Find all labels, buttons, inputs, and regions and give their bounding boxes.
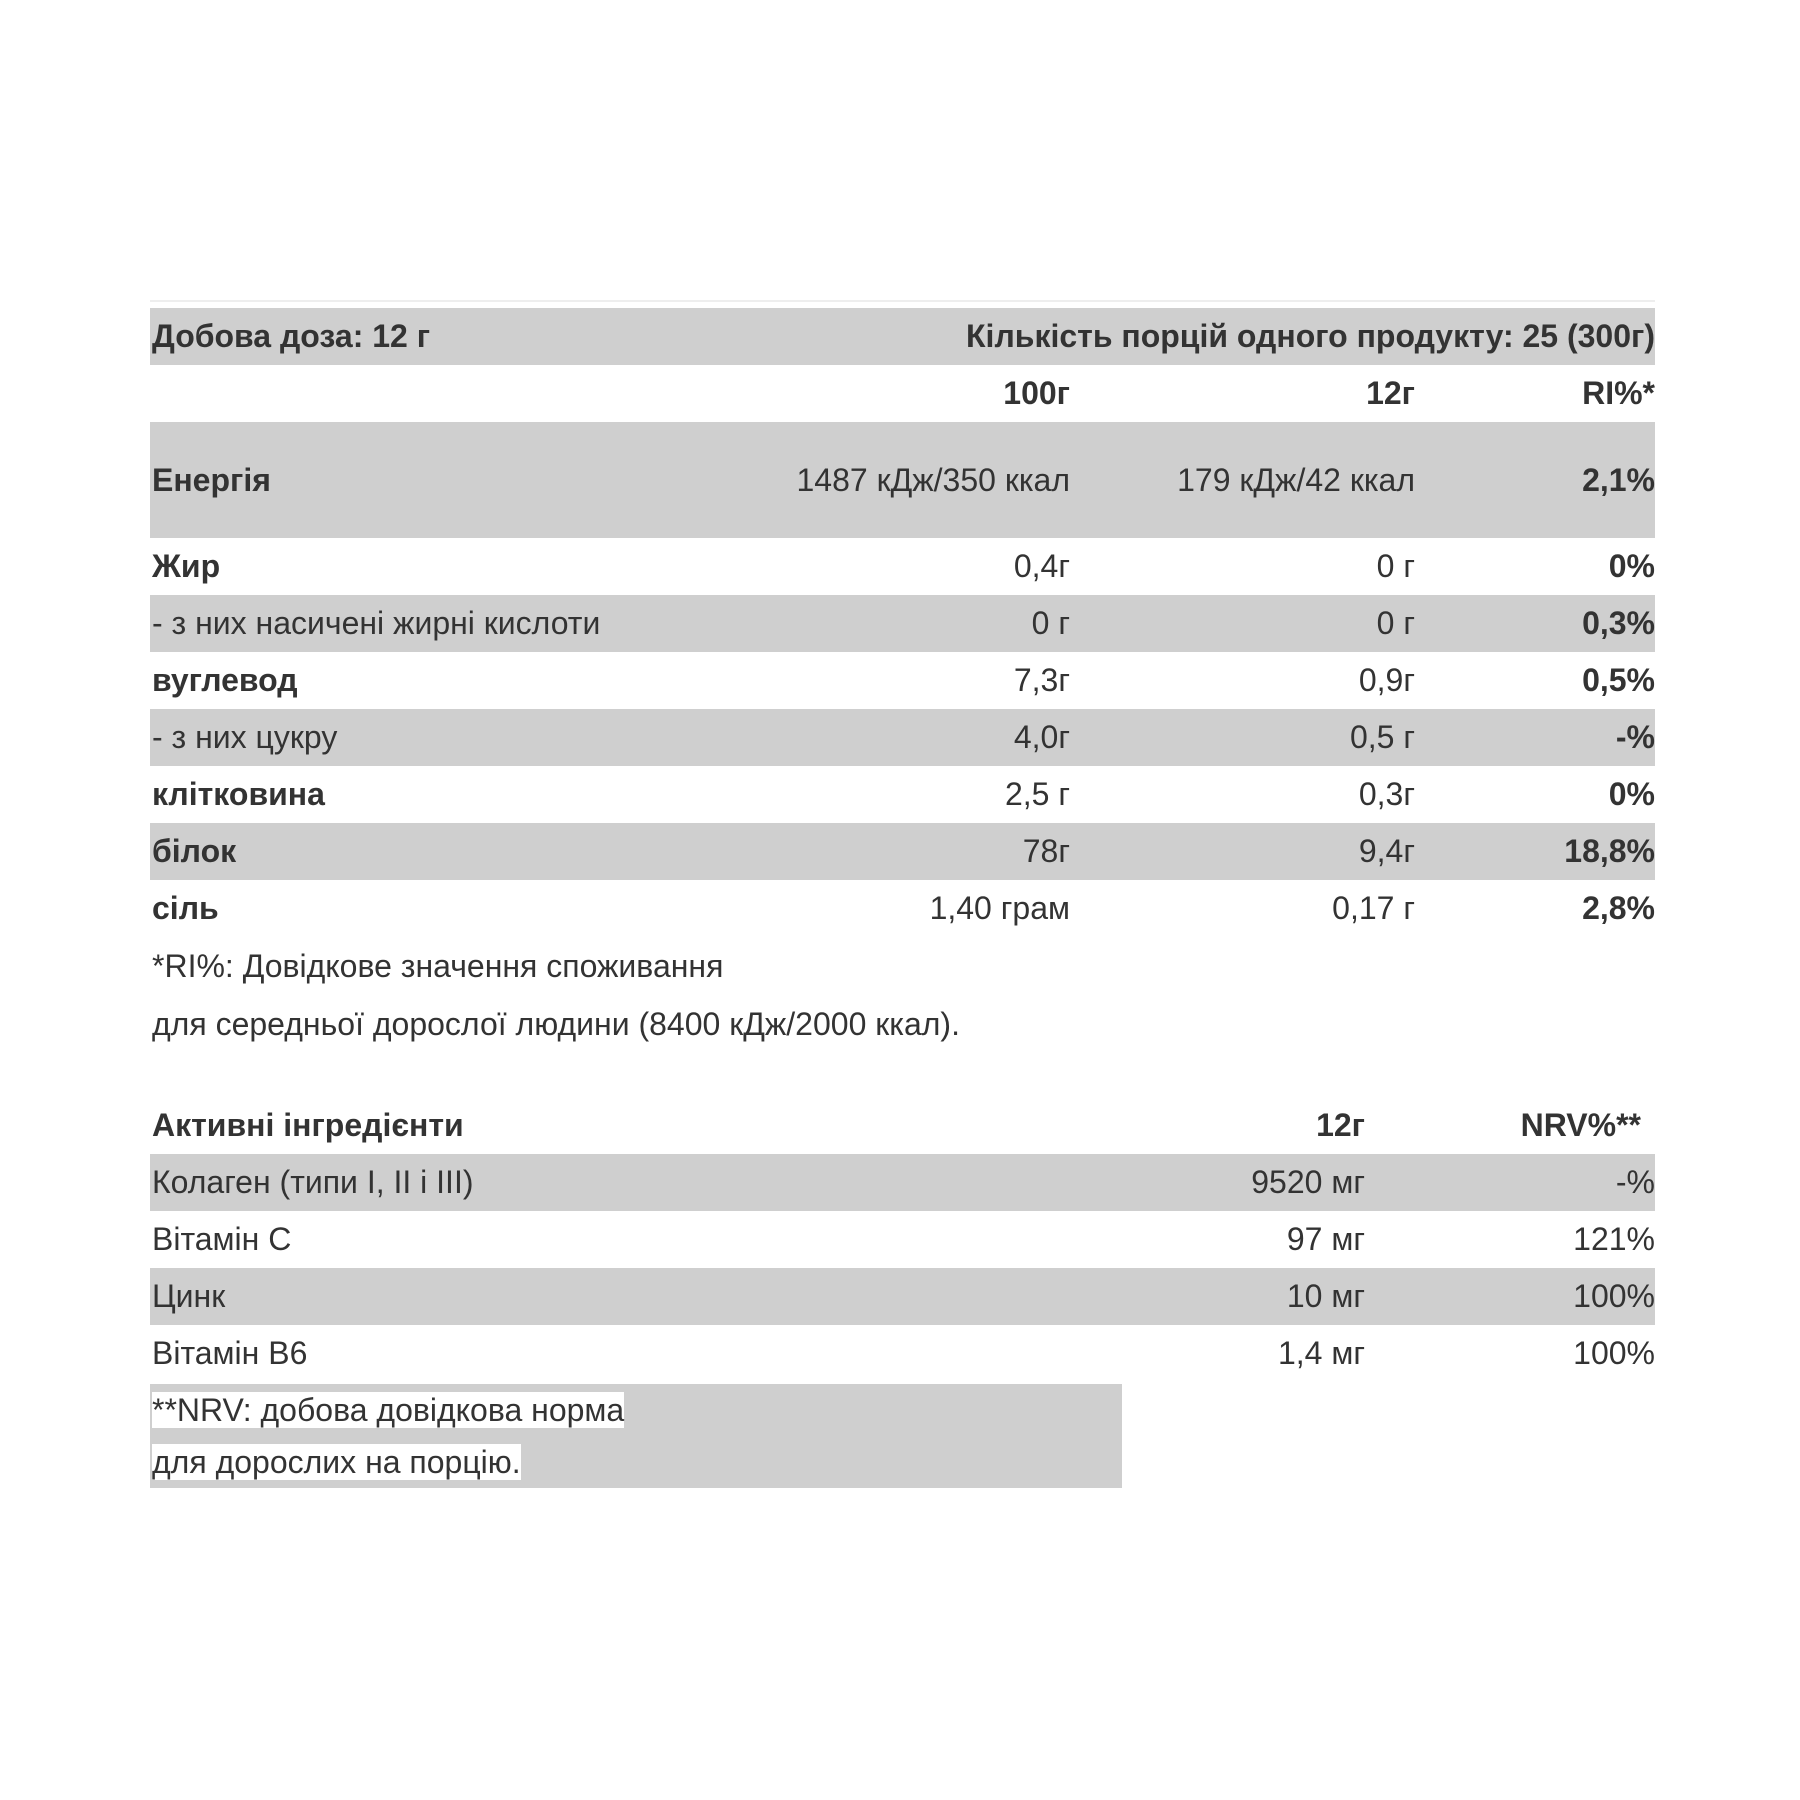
column-header-ri: RI%* — [1582, 375, 1655, 411]
nutrient-ri: 18,8% — [1564, 833, 1655, 869]
ingredient-amount: 10 мг — [1286, 1278, 1365, 1314]
nutrient-name: вуглевод — [152, 662, 298, 698]
ri-footnote-line-1: *RI%: Довідкове значення споживання — [152, 948, 724, 984]
active-title: Активні інгредієнти — [152, 1107, 464, 1143]
nutrient-name: Енергія — [152, 461, 271, 498]
table-row — [150, 709, 1655, 766]
nrv-footnote-line-2: для дорослих на порцію. — [152, 1444, 521, 1480]
table-row — [150, 880, 1655, 937]
nutrient-per12: 0,9г — [1358, 662, 1415, 698]
nrv-footnote-line-1: **NRV: добова довідкова норма — [152, 1392, 625, 1428]
nutrient-ri: 0,5% — [1582, 662, 1655, 698]
active-header-row — [150, 1097, 1655, 1154]
servings-count: Кількість порцій одного продукту: 25 (300г) — [966, 318, 1655, 354]
table-row — [150, 823, 1655, 880]
nutrient-per12: 0 г — [1376, 605, 1415, 641]
nutrient-name: Жир — [152, 548, 221, 584]
column-header-12g: 12г — [1366, 375, 1415, 411]
column-header-100g: 100г — [1003, 375, 1070, 411]
nutrient-ri: 0% — [1608, 776, 1655, 812]
table-row — [150, 538, 1655, 595]
column-header-row — [150, 365, 1655, 422]
nrv-footnote-box — [150, 1384, 1122, 1488]
nutrient-name: сіль — [152, 890, 219, 926]
nutrient-per12: 0 г — [1376, 548, 1415, 584]
table-row — [150, 422, 1655, 538]
table-row — [150, 1268, 1655, 1325]
nutrient-per12: 0,3г — [1358, 776, 1415, 812]
ri-footnote-line-2: для середньої дорослої людини (8400 кДж/2000 ккал). — [152, 1006, 960, 1042]
table-row — [150, 766, 1655, 823]
nutrient-ri: 0,3% — [1582, 605, 1655, 641]
nutrient-per100: 4,0г — [1013, 719, 1070, 755]
table-row — [150, 652, 1655, 709]
ingredient-nrv: -% — [1615, 1164, 1655, 1200]
section-spacer — [150, 1053, 1655, 1097]
ingredient-name: Цинк — [152, 1278, 226, 1314]
nutrient-per100: 2,5 г — [1004, 776, 1070, 812]
active-column-12g: 12г — [1316, 1107, 1365, 1143]
nutrient-ri: 2,1% — [1582, 461, 1655, 498]
nutrition-facts — [150, 300, 1655, 1488]
ingredient-nrv: 121% — [1573, 1221, 1655, 1257]
ingredient-amount: 97 мг — [1286, 1221, 1365, 1257]
nutrient-per100: 78г — [1022, 833, 1070, 869]
ingredient-nrv: 100% — [1573, 1335, 1655, 1371]
nutrient-per100: 1,40 грам — [929, 890, 1070, 926]
nutrient-name: білок — [152, 833, 237, 869]
nutrient-per12: 0,5 г — [1349, 719, 1415, 755]
dose-header-row — [150, 308, 1655, 365]
daily-dose: Добова доза: 12 г — [152, 318, 431, 354]
nutrient-per12: 9,4г — [1358, 833, 1415, 869]
nutrient-per12: 179 кДж/42 ккал — [1177, 461, 1415, 498]
table-row — [150, 1154, 1655, 1211]
table-row — [150, 1211, 1655, 1268]
ingredient-name: Колаген (типи I, II і III) — [152, 1164, 474, 1200]
ingredient-amount: 1,4 мг — [1277, 1335, 1365, 1371]
ingredient-name: Вітамін C — [152, 1221, 292, 1257]
active-column-nrv: NRV%** — [1520, 1107, 1641, 1143]
table-row — [150, 595, 1655, 652]
top-divider — [150, 300, 1655, 302]
ingredient-nrv: 100% — [1573, 1278, 1655, 1314]
ingredient-name: Вітамін B6 — [152, 1335, 308, 1371]
nutrient-per100: 0 г — [1031, 605, 1070, 641]
nutrient-per100: 1487 кДж/350 ккал — [796, 462, 1070, 498]
nutrient-per100: 0,4г — [1013, 548, 1070, 584]
nutrient-per12: 0,17 г — [1332, 890, 1415, 926]
nutrient-name: клітковина — [152, 776, 325, 812]
nutrient-ri: 2,8% — [1582, 890, 1655, 926]
ingredient-amount: 9520 мг — [1251, 1164, 1365, 1200]
nutrient-ri: -% — [1615, 719, 1655, 755]
nutrient-name: - з них цукру — [152, 719, 338, 755]
nutrient-name: - з них насичені жирні кислоти — [152, 605, 601, 641]
table-row — [150, 1325, 1655, 1382]
nutrient-per100: 7,3г — [1013, 662, 1070, 698]
nutrient-ri: 0% — [1608, 548, 1655, 584]
